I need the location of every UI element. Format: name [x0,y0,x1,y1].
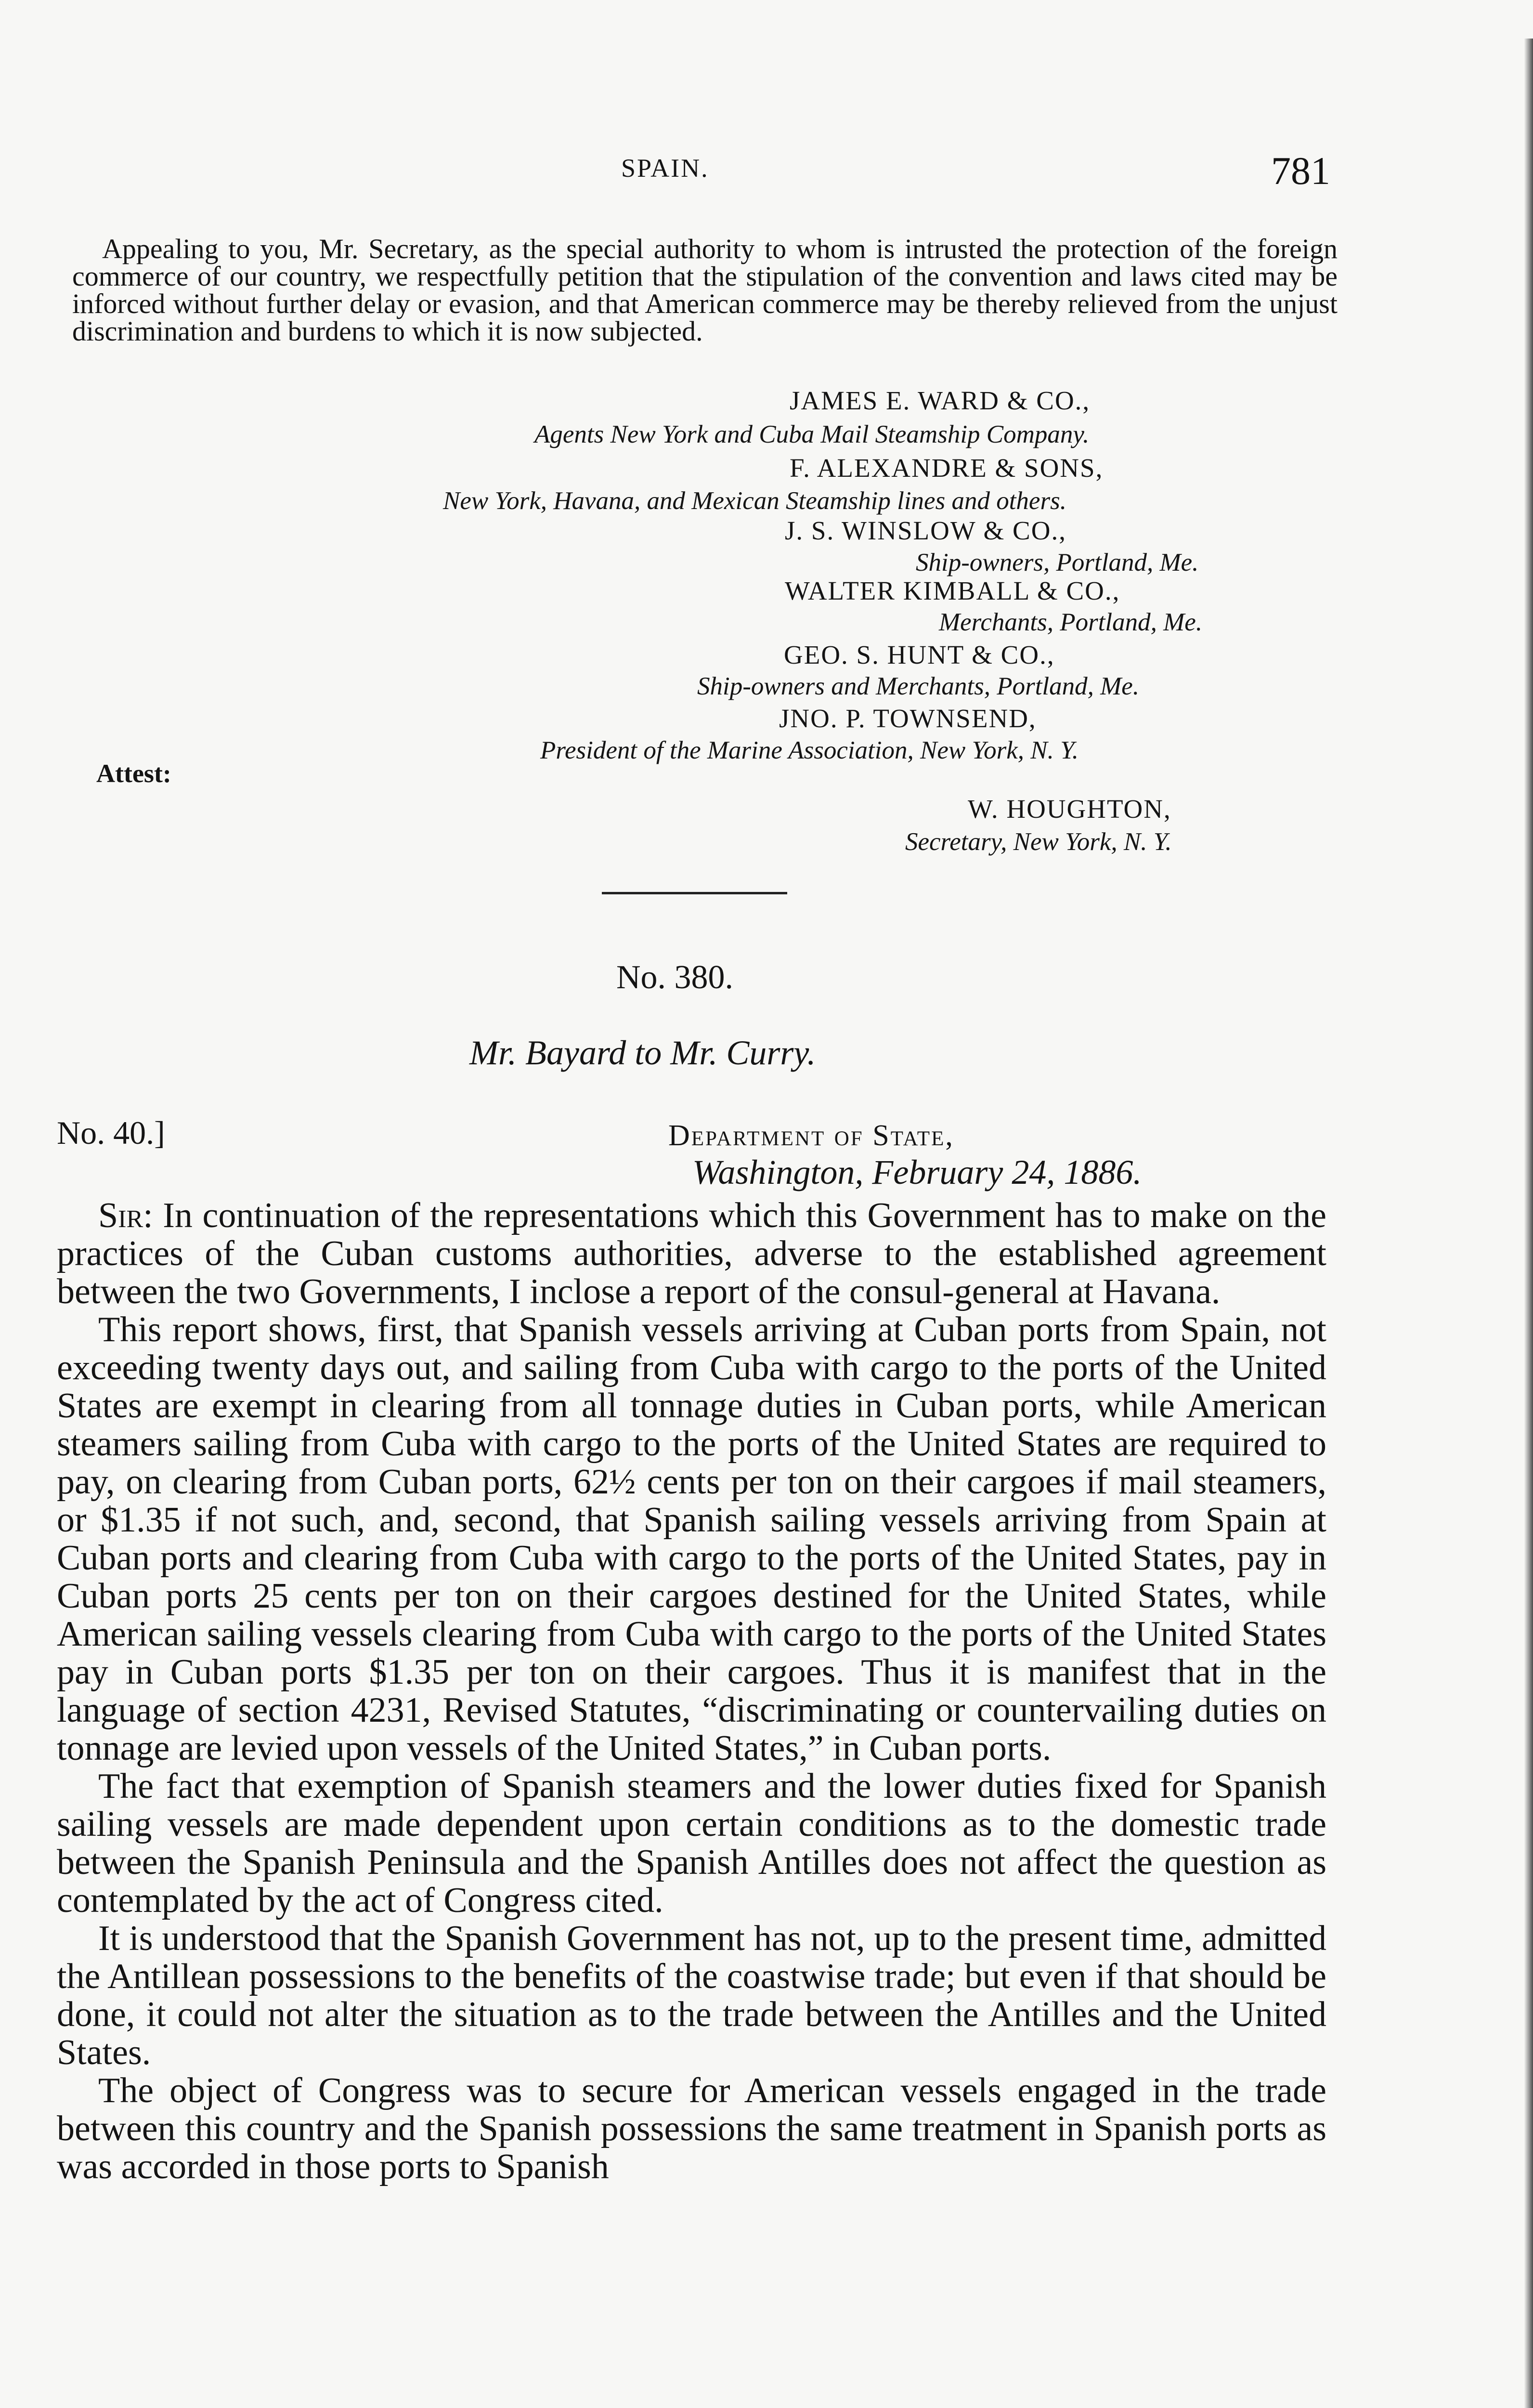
signatory-title-hunt: Ship-owners and Merchants, Portland, Me. [697,672,1140,700]
signatory-title-alexandre: New York, Havana, and Mexican Steamship lines and others. [443,487,1066,515]
body-paragraph: The object of Congress was to secure for American vessels engaged in the trade between this country and the Spanish possessions the same treatment in Spanish ports as was accorded in those ports to Spanish [57,2071,1326,2186]
document-number: No. 380. [616,959,734,996]
signatory-name-kimball: WALTER KIMBALL & CO., [785,576,1120,605]
petition-paragraph: Appealing to you, Mr. Secretary, as the special authority to whom is intrusted the protection of the foreign commerce of our country, we respectfully petition that the stipulation of the convention and laws cited may be inforced without further delay or evasion, and that American commerce may be thereby relieved from the unjust discrimination and burdens to which it is now subjected. [72,233,1338,347]
body-paragraph: This report shows, first, that Spanish vessels arriving at Cuban ports from Spain, not exceeding twenty days out, and sailing from Cuba with cargo to the ports of the United States are exempt in clearing from all tonnage duties in Cuban ports, while American steamers sailing from Cuba with cargo to the ports of the United States are required to pay, on clearing from Cuban ports, 62½ cents per ton on their cargoes if mail steamers, or $1.35 if not such, and, second, that Spanish sailing vessels arriving from Spain at Cuban ports and clearing from Cuba with cargo to the ports of the United States, pay in Cuban ports 25 cents per ton on their cargoes destined for the United States, while American sailing vessels clearing from Cuba with cargo to the ports of the United States pay in Cuban ports $1.35 per ton on their cargoes. Thus it is manifest that in the language of section 4231, Revised Statutes, “discriminating or countervailing duties on tonnage are levied upon vessels of the United States,” in Cuban ports. [57,1310,1326,1768]
signatory-name-winslow: J. S. WINSLOW & CO., [785,516,1066,545]
page-edge-shadow [1524,39,1533,2408]
signatory-title-kimball: Merchants, Portland, Me. [939,608,1203,636]
signatory-title-ward: Agents New York and Cuba Mail Steamship Company. [534,420,1090,448]
salutation: Sir: [98,1196,153,1235]
attest-label: Attest: [96,759,171,788]
department-line: Department of State, [668,1119,954,1152]
attest-title: Secretary, New York, N. Y. [905,828,1172,856]
page-number: 781 [1271,149,1330,193]
place-date-line: Washington, February 24, 1886. [692,1153,1142,1191]
dispatch-reference: No. 40.] [57,1114,165,1151]
body-paragraph-text: In continuation of the representations which this Government has to make on the practices of the Cuban customs authorities, adverse to the established agreement between the two Governments, I inclose a report of the consul-general at Havana. [57,1196,1326,1311]
body-paragraph [57,1197,1326,1311]
running-head-title: SPAIN. [621,154,709,183]
document-heading: Mr. Bayard to Mr. Curry. [469,1034,816,1072]
letter-body [57,1197,1326,2186]
signatory-title-townsend: President of the Marine Association, New York, N. Y. [540,736,1078,764]
signatory-name-alexandre: F. ALEXANDRE & SONS, [790,453,1104,483]
signatory-name-townsend: JNO. P. TOWNSEND, [779,704,1037,733]
signatory-name-ward: JAMES E. WARD & CO., [790,386,1091,415]
attest-name: W. HOUGHTON, [968,794,1171,824]
section-divider [602,892,787,894]
body-paragraph: The fact that exemption of Spanish steamers and the lower duties fixed for Spanish sailing vessels are made dependent upon certain conditions as to the domestic trade between the Spanish Peninsula and the Spanish Antilles does not affect the question as contemplated by the act of Congress cited. [57,1767,1326,1920]
signatory-name-hunt: GEO. S. HUNT & CO., [784,640,1055,669]
body-paragraph: It is understood that the Spanish Government has not, up to the present time, admitted the Antillean possessions to the benefits of the coastwise trade; but even if that should be done, it could not alter the situation as to the trade between the Antilles and the United States. [57,1919,1326,2072]
signatory-title-winslow: Ship-owners, Portland, Me. [916,549,1199,576]
